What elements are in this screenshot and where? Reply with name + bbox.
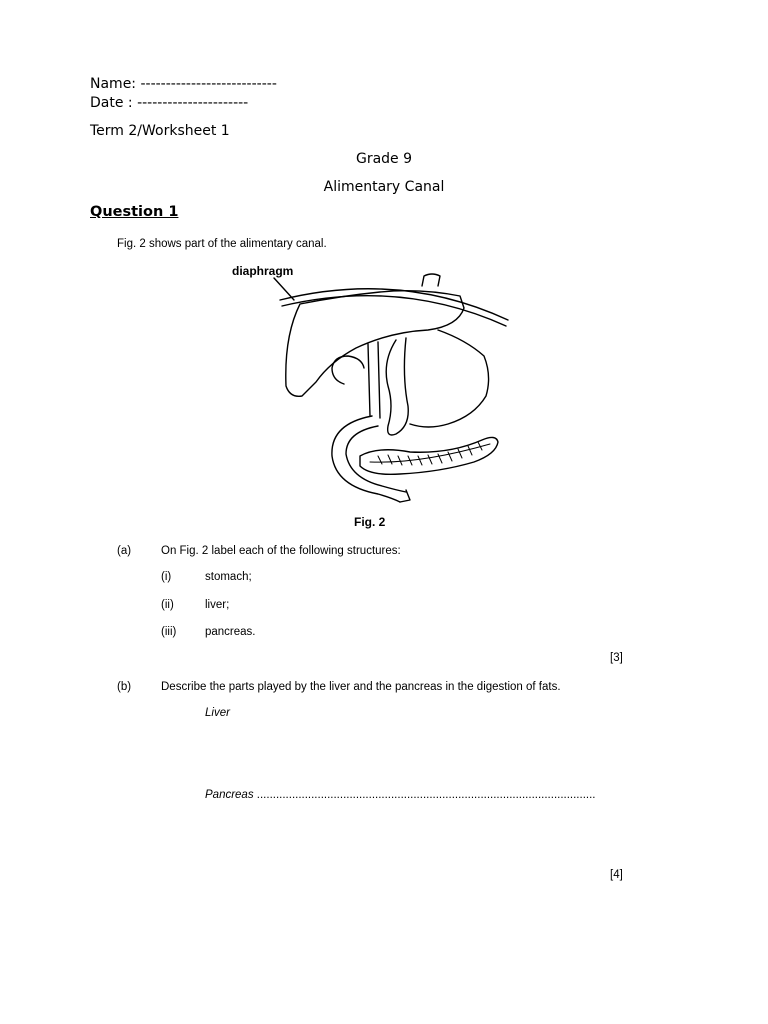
stomach-outline [386, 330, 488, 435]
pancreas-answer-line [205, 788, 595, 802]
part-a-letter: (a) [117, 545, 132, 557]
liver-answer-label: Liver [205, 707, 230, 719]
figure-caption: Fig. 2 [354, 515, 386, 529]
pancreas-outline [360, 437, 498, 474]
part-b-letter: (b) [117, 681, 132, 693]
diaphragm-label: diaphragm [232, 264, 294, 278]
grade-heading: Grade 9 [355, 151, 413, 167]
part-b-marks: [4] [610, 869, 623, 881]
part-a-item-num: (ii) [161, 599, 174, 611]
oesophagus [422, 274, 440, 286]
alimentary-canal-diagram [260, 256, 520, 506]
part-a-marks: [3] [610, 652, 623, 664]
part-a-item-num: (i) [161, 571, 172, 583]
topic-heading: Alimentary Canal [323, 179, 445, 195]
diaphragm-line [280, 289, 508, 320]
name-line: Name: --------------------------- [90, 76, 277, 92]
question-intro: Fig. 2 shows part of the alimentary canal. [117, 238, 327, 250]
part-a-text: On Fig. 2 label each of the following structures: [161, 545, 401, 557]
term-worksheet: Term 2/Worksheet 1 [90, 123, 230, 139]
date-line: Date : ---------------------- [90, 95, 249, 111]
part-a-item-text: stomach; [205, 571, 252, 583]
part-a-item-text: liver; [205, 599, 230, 611]
pancreas-answer-dots: .......................................................................................................... [256, 789, 596, 801]
part-b-text: Describe the parts played by the liver and the pancreas in the digestion of fats. [161, 681, 561, 693]
question-title: Question 1 [90, 204, 179, 220]
liver-outline [286, 291, 464, 397]
part-a-item-num: (iii) [161, 626, 177, 638]
part-a-item-text: pancreas. [205, 626, 256, 638]
pancreas-answer-label: Pancreas [205, 789, 254, 801]
